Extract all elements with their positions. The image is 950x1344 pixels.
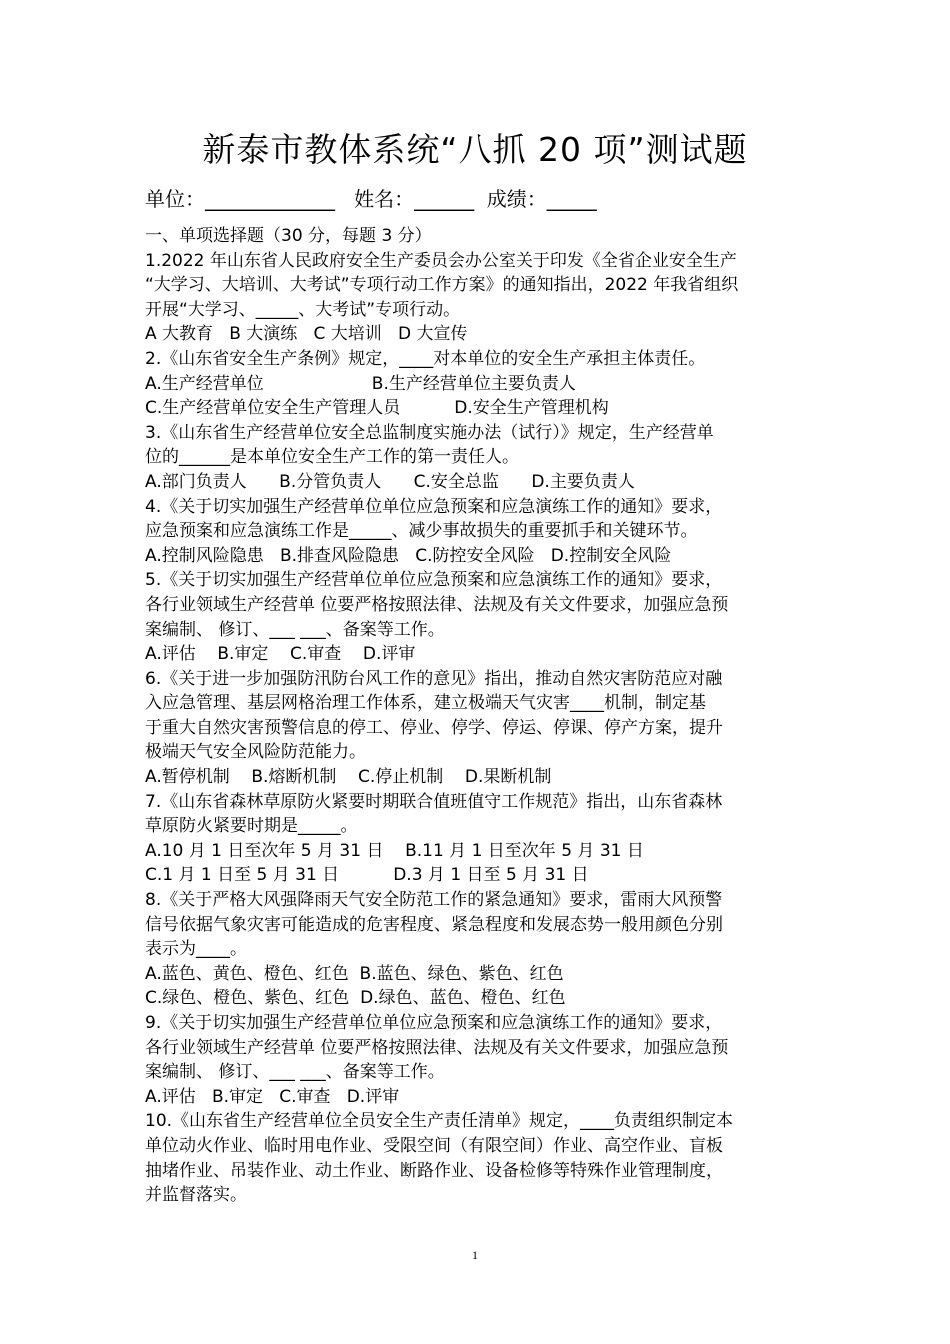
text-line: 8.《关于严格大风强降雨天气安全防范工作的紧急通知》要求，雷雨大风预警 bbox=[145, 890, 723, 911]
options-line: A.暂停机制 B.熔断机制 C.停止机制 D.果断机制 bbox=[145, 767, 552, 788]
text-line: 6.《关于进一步加强防汛防台风工作的意见》指出，推动自然灾害防范应对融 bbox=[145, 668, 723, 689]
text-line: 草原防火紧要时期是_____。 bbox=[145, 816, 358, 837]
options-line: A 大教育 B 大演练 C 大培训 D 大宣传 bbox=[145, 324, 468, 345]
options-line: C.绿色、橙色、紫色、红色 D.绿色、蓝色、橙色、红色 bbox=[145, 988, 566, 1009]
text-line: 开展“大学习、_____、大考试”专项行动。 bbox=[145, 299, 461, 320]
text-line: 并监督落实。 bbox=[145, 1185, 247, 1206]
text-line: 单位动火作业、临时用电作业、受限空间（有限空间）作业、高空作业、盲板 bbox=[145, 1135, 723, 1156]
options-line: A.蓝色、黄色、橙色、红色 B.蓝色、绿色、紫色、红色 bbox=[145, 963, 564, 984]
options-line: C.1 月 1 日至 5 月 31 日 D.3 月 1 日至 5 月 31 日 bbox=[145, 865, 589, 886]
section-heading: 一、单项选择题（30 分，每题 3 分） bbox=[145, 226, 432, 246]
question-body bbox=[145, 224, 810, 1208]
text-line: 信号依据气象灾害可能造成的危害程度、紧急程度和发展态势一般用颜色分别 bbox=[145, 914, 723, 935]
text-line: 抽堵作业、吊装作业、动土作业、断路作业、设备检修等特殊作业管理制度， bbox=[145, 1160, 723, 1181]
text-line: 案编制、 修订、___ ___、备案等工作。 bbox=[145, 619, 445, 640]
text-line: 各行业领域生产经营单 位要严格按照法律、法规及有关文件要求，加强应急预 bbox=[145, 1037, 729, 1058]
text-line: 各行业领域生产经营单 位要严格按照法律、法规及有关文件要求，加强应急预 bbox=[145, 594, 729, 615]
text-line: 极端天气安全风险防范能力。 bbox=[145, 742, 366, 763]
page-title: 新泰市教体系统“八抓 20 项”测试题 bbox=[202, 130, 748, 169]
options-line: A.部门负责人 B.分管负责人 C.安全总监 D.主要负责人 bbox=[145, 471, 635, 492]
text-line: 入应急管理、基层网格治理工作体系，建立极端天气灾害____机制，制定基 bbox=[145, 693, 706, 714]
options-line: A.10 月 1 日至次年 5 月 31 日 B.11 月 1 日至次年 5 月 31 日 bbox=[145, 840, 644, 861]
text-line: 3.《山东省生产经营单位安全总监制度实施办法（试行）》规定，生产经营单 bbox=[145, 422, 714, 443]
text-line: 2.《山东省安全生产条例》规定，____对本单位的安全生产承担主体责任。 bbox=[145, 348, 706, 369]
options-line: C.生产经营单位安全生产管理人员 D.安全生产管理机构 bbox=[145, 398, 609, 419]
options-line: A.控制风险隐患 B.排查风险隐患 C.防控安全风险 D.控制安全风险 bbox=[145, 545, 672, 566]
options-line: A.评估 B.审定 C.审查 D.评审 bbox=[145, 1086, 400, 1107]
text-line: 应急预案和应急演练工作是_____、减少事故损失的重要抓手和关键环节。 bbox=[145, 521, 698, 542]
header-info-line: 单位：_____________ 姓名：______ 成绩：_____ bbox=[145, 187, 597, 211]
options-line: A.生产经营单位 B.生产经营单位主要负责人 bbox=[145, 373, 576, 394]
text-line: 案编制、 修订、___ ___、备案等工作。 bbox=[145, 1062, 445, 1083]
text-line: 7.《山东省森林草原防火紧要时期联合值班值守工作规范》指出，山东省森林 bbox=[145, 791, 723, 812]
text-line: 9.《关于切实加强生产经营单位单位应急预案和应急演练工作的通知》要求， bbox=[145, 1013, 723, 1033]
options-line: A.评估 B.审定 C.审查 D.评审 bbox=[145, 644, 416, 665]
text-line: 于重大自然灾害预警信息的停工、停业、停学、停运、停课、停产方案，提升 bbox=[145, 717, 723, 738]
text-line: 表示为____。 bbox=[145, 939, 247, 960]
text-line: 4.《关于切实加强生产经营单位单位应急预案和应急演练工作的通知》要求， bbox=[145, 496, 723, 517]
page-number: 1 bbox=[472, 1248, 478, 1262]
text-line: “大学习、大培训、大考试”专项行动工作方案》的通知指出，2022 年我省组织 bbox=[145, 275, 739, 296]
text-line: 位的______是本单位安全生产工作的第一责任人。 bbox=[145, 447, 519, 468]
text-line: 10.《山东省生产经营单位全员安全生产责任清单》规定，____负责组织制定本 bbox=[145, 1111, 734, 1132]
text-line: 5.《关于切实加强生产经营单位单位应急预案和应急演练工作的通知》要求， bbox=[145, 570, 723, 591]
text-line: 1.2022 年山东省人民政府安全生产委员会办公室关于印发《全省企业安全生产 bbox=[145, 250, 737, 271]
